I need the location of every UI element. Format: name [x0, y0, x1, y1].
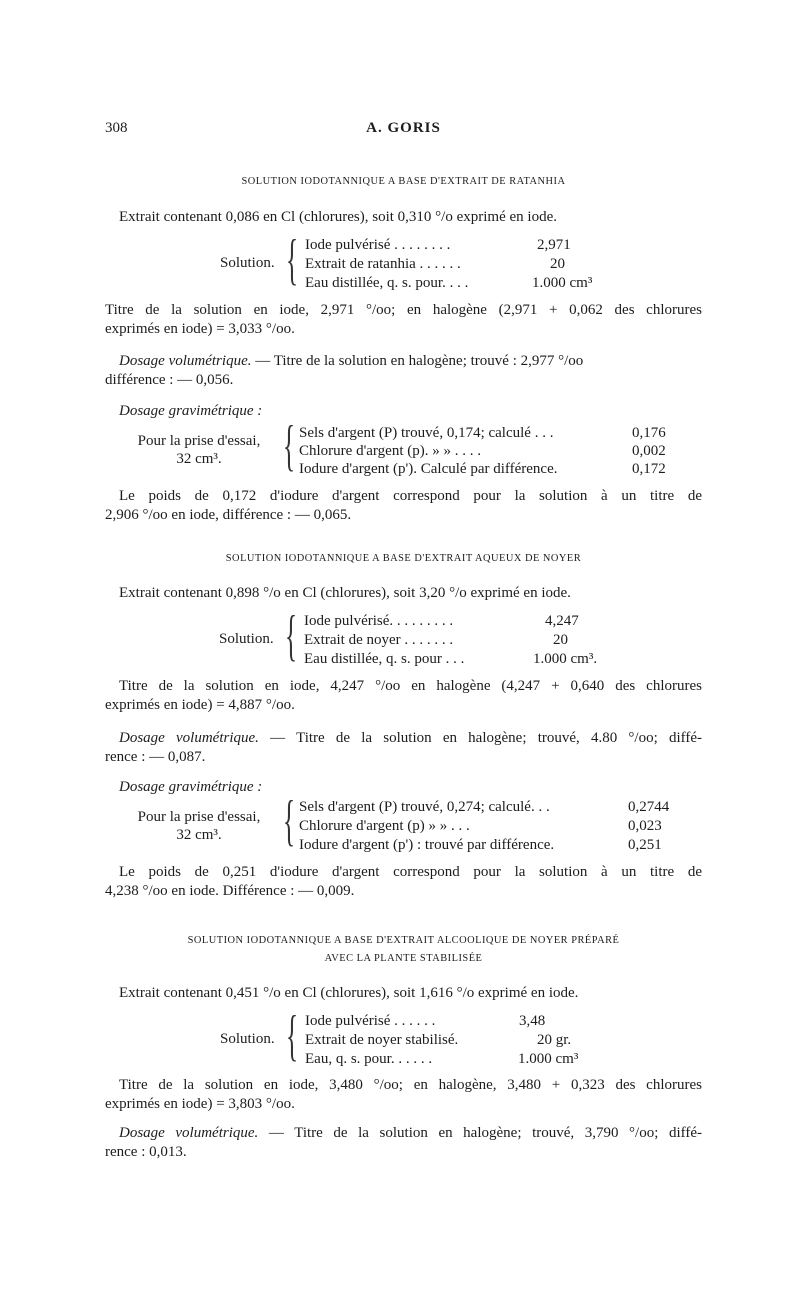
solution-row-label: Iode pulvérisé . . . . . . . . — [305, 237, 451, 253]
grav-row-label: Sels d'argent (P) trouvé, 0,274; calculé. . . — [299, 799, 550, 815]
grav-row-value: 0,172 — [632, 461, 666, 477]
brace-icon: { — [283, 790, 296, 852]
poids-line: 4,238 °/oo en iode. Différence : — 0,009. — [105, 883, 355, 899]
titre-line: exprimés en iode) = 3,033 °/oo. — [105, 321, 295, 337]
extrait-line: Extrait contenant 0,451 °/o en Cl (chlorures), soit 1,616 °/o exprimé en iode. — [119, 985, 579, 1001]
dosage-gravimetrique-label: Dosage gravimétrique : — [119, 779, 263, 795]
solution-row-label: Extrait de noyer stabilisé. — [305, 1032, 459, 1048]
solution-label: Solution. — [220, 255, 275, 271]
solution-row-label: Eau distillée, q. s. pour. . . . — [305, 275, 469, 291]
grav-row-value: 0,251 — [628, 837, 662, 853]
poids-line: 2,906 °/oo en iode, différence : — 0,065. — [105, 507, 352, 523]
dosage-volumetrique-line: Dosage volumétrique. — Titre de la solution en halogène; trouvé, 4.80 °/oo; diffé- — [119, 730, 702, 746]
titre-line: Titre de la solution en iode, 4,247 °/oo en halogène (4,247 + 0,640 des chlorures — [119, 678, 702, 694]
section-title-continued: AVEC LA PLANTE STABILISÉE — [324, 953, 483, 964]
brace-icon: { — [285, 605, 298, 667]
extrait-line: Extrait contenant 0,898 °/o en Cl (chlorures), soit 3,20 °/o exprimé en iode. — [119, 585, 571, 601]
grav-row-value: 0,023 — [628, 818, 662, 834]
solution-row-label: Eau distillée, q. s. pour . . . — [304, 651, 465, 667]
poids-line: Le poids de 0,251 d'iodure d'argent correspond pour la solution à un titre de — [119, 864, 702, 880]
solution-row-label: Extrait de ratanhia . . . . . . — [305, 256, 461, 272]
grav-row-value: 0,002 — [632, 443, 666, 459]
solution-row-label: Iode pulvérisé. . . . . . . . . — [304, 613, 454, 629]
grav-row-label: Iodure d'argent (p') : trouvé par différence. — [299, 837, 555, 853]
running-head-author: A. GORIS — [366, 120, 441, 136]
dosage-volumetrique-line: rence : — 0,087. — [105, 749, 206, 765]
page-number: 308 — [105, 120, 128, 136]
titre-line: exprimés en iode) = 4,887 °/oo. — [105, 697, 295, 713]
section-title: SOLUTION IODOTANNIQUE A BASE D'EXTRAIT ALCOOLIQUE DE NOYER PRÉPARÉ — [187, 935, 620, 946]
titre-line: exprimés en iode) = 3,803 °/oo. — [105, 1096, 295, 1112]
section-title: SOLUTION IODOTANNIQUE A BASE D'EXTRAIT AQUEUX DE NOYER — [225, 553, 582, 564]
solution-row-label: Extrait de noyer . . . . . . . — [304, 632, 454, 648]
solution-row-value: 1.000 cm³ — [532, 275, 593, 291]
brace-icon: { — [286, 229, 299, 291]
prise-essai: Pour la prise d'essai, 32 cm³. — [137, 809, 261, 843]
grav-row-label: Chlorure d'argent (p) » » . . . — [299, 818, 470, 834]
poids-line: Le poids de 0,172 d'iodure d'argent correspond pour la solution à un titre de — [119, 488, 702, 504]
titre-line: Titre de la solution en iode, 2,971 °/oo; en halogène (2,971 + 0,062 des chlorures — [105, 302, 702, 318]
dosage-volumetrique-line: Dosage volumétrique. — Titre de la solution en halogène; trouvé : 2,977 °/oo — [119, 353, 584, 369]
dosage-volumetrique-line: Dosage volumétrique. — Titre de la solution en halogène; trouvé, 3,790 °/oo; diffé- — [119, 1125, 702, 1141]
grav-row-value: 0,2744 — [628, 799, 670, 815]
solution-row-label: Eau, q. s. pour. . . . . . — [305, 1051, 433, 1067]
solution-row-value: 20 — [553, 632, 568, 648]
dosage-gravimetrique-label: Dosage gravimétrique : — [119, 403, 263, 419]
dosage-volumetrique-line: rence : 0,013. — [105, 1144, 187, 1160]
solution-row-value: 3,48 — [519, 1013, 546, 1029]
solution-row-value: 1.000 cm³ — [518, 1051, 579, 1067]
solution-row-value: 20 — [550, 256, 565, 272]
prise-essai: Pour la prise d'essai, 32 cm³. — [137, 433, 261, 467]
extrait-line: Extrait contenant 0,086 en Cl (chlorures), soit 0,310 °/o exprimé en iode. — [119, 209, 557, 225]
dosage-volumetrique-line: différence : — 0,056. — [105, 372, 234, 388]
solution-label: Solution. — [220, 1031, 275, 1047]
solution-label: Solution. — [219, 631, 274, 647]
grav-row-label: Chlorure d'argent (p). » » . . . . — [299, 443, 481, 459]
solution-row-label: Iode pulvérisé . . . . . . — [305, 1013, 436, 1029]
section-title: SOLUTION IODOTANNIQUE A BASE D'EXTRAIT DE RATANHIA — [241, 176, 566, 187]
titre-line: Titre de la solution en iode, 3,480 °/oo; en halogène, 3,480 + 0,323 des chlorures — [119, 1077, 702, 1093]
solution-row-value: 4,247 — [545, 613, 579, 629]
grav-row-value: 0,176 — [632, 425, 666, 441]
brace-icon: { — [286, 1005, 299, 1067]
solution-row-value: 1.000 cm³. — [533, 651, 598, 667]
grav-row-label: Sels d'argent (P) trouvé, 0,174; calculé . . . — [299, 425, 554, 441]
brace-icon: { — [283, 415, 296, 477]
grav-row-label: Iodure d'argent (p'). Calculé par différence. — [299, 461, 558, 477]
solution-row-value: 20 gr. — [537, 1032, 572, 1048]
